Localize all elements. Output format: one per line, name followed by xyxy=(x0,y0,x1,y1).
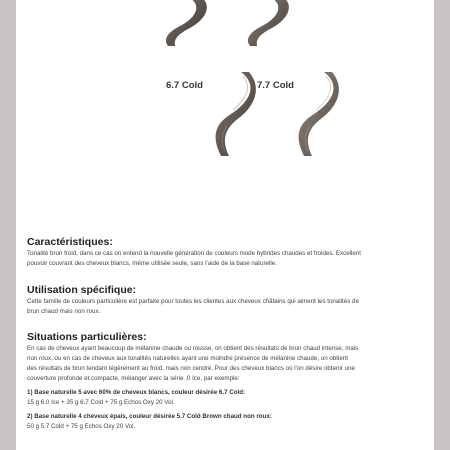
hair-swatch-7-7-cold xyxy=(286,72,342,158)
swatch-label-7-7-cold: 7.7 Cold xyxy=(257,80,294,91)
case-1-text: 15 g 6.0 Ice + 35 g 6.7 Cold + 75 g Echos Oxy 20 Vol. xyxy=(27,399,175,406)
case-1-title: 1) Base naturelle 5 avec 60% de cheveux blancs, couleur désirée 6.7 Cold: xyxy=(27,389,246,396)
hair-swatch-top-right xyxy=(238,0,298,46)
situations-line-2: non roux, ou en cas de cheveux aux tonalités naturelles ayant une moindre présence de mélanine chaude, on obtient xyxy=(27,355,348,362)
case-2-title: 2) Base naturelle 4 cheveux épais, couleur désirée 5.7 Cold Brown chaud non roux: xyxy=(27,413,272,420)
product-sheet xyxy=(16,0,434,450)
characteristics-line-1: Tonalité brun froid, dans ce cas on entend la nouvelle génération de couleurs mode hybrides chaudes et froides. Excellent xyxy=(27,250,361,257)
situations-line-3: des résultats de brun tendant légèrement au froid, mais non cendré. Pour des cheveux blancs où l'on désire obtenir une xyxy=(27,365,355,372)
hair-swatch-6-7-cold xyxy=(203,72,259,158)
characteristics-line-2: pouvoir couvrant des cheveux blancs, même utilisée seule, sans l'aide de la base naturelle. xyxy=(27,260,277,267)
usage-line-2: brun chaud mais non roux. xyxy=(27,308,101,315)
situations-line-4: couverture profonde et compacte, mélanger avec la série .0 Ice, par exemple: xyxy=(27,375,240,382)
situations-line-1: En cas de cheveux ayant beaucoup de mélanine chaude ou rousse, on obtient des résultats de brun chaud intense, mais xyxy=(27,345,359,352)
case-2-text: 50 g 5.7 Cold + 75 g Echos Oxy 20 Vol. xyxy=(27,423,136,430)
hair-swatch-top-left xyxy=(156,0,216,46)
situations-heading: Situations particulières: xyxy=(27,331,147,343)
usage-line-1: Cette famille de couleurs particulière est parfaite pour toutes les clientes aux cheveux châtains qui aiment les tonalités de xyxy=(27,298,359,305)
usage-heading: Utilisation spécifique: xyxy=(27,284,137,296)
description-content xyxy=(27,236,427,432)
swatch-label-6-7-cold: 6.7 Cold xyxy=(166,80,203,91)
characteristics-heading: Caractéristiques: xyxy=(27,236,113,248)
